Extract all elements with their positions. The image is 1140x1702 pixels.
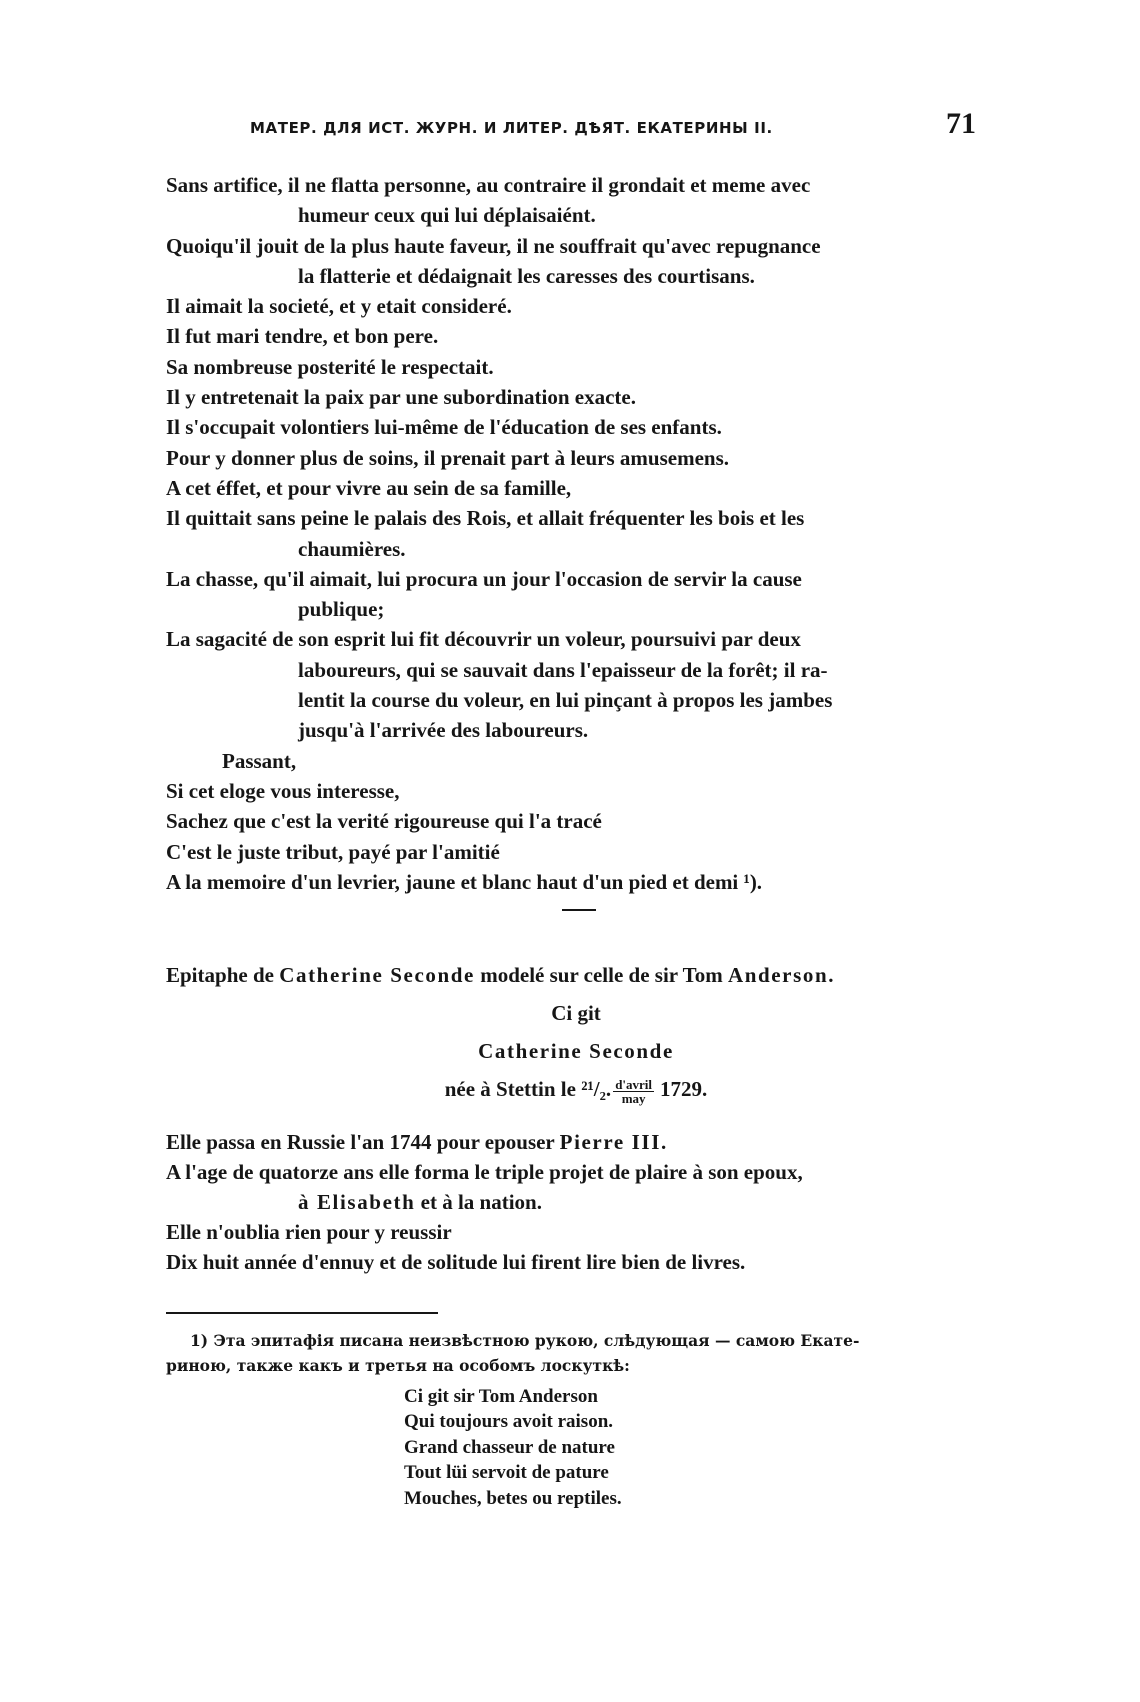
page-number: 71: [946, 107, 976, 140]
poem-line: Grand chasseur de nature: [404, 1436, 615, 1458]
text-line: Dix huit année d'ennuy et de solitude lui firent lire bien de livres.: [166, 1249, 746, 1274]
footnote-line: риною, также какъ и третья на особомъ лоскуткѣ:: [166, 1356, 630, 1375]
text-line: lentit la course du voleur, en lui pinçant à propos les jambes: [298, 688, 833, 713]
ci-git-line: Ci git: [551, 1001, 601, 1025]
running-title: МАТЕР. ДЛЯ ИСТ. ЖУРН. И ЛИТЕР. ДѢЯТ. ЕКАТЕРИНЫ II.: [250, 119, 773, 137]
text-line: Il aimait la societé, et y etait consideré.: [166, 294, 512, 319]
text-span: Elle passa en Russie l'an 1744 pour epouser: [166, 1129, 560, 1154]
footnote-divider: [166, 1312, 438, 1314]
text-line: Il quittait sans peine le palais des Rois, et allait fréquenter les bois et les: [166, 506, 805, 531]
month-top: d'avril: [615, 1076, 653, 1092]
text-line: Pour y donner plus de soins, il prenait part à leurs amusemens.: [166, 445, 729, 470]
text-line: A la memoire d'un levrier, jaune et blanc haut d'un pied et demi ¹).: [166, 869, 763, 894]
month-bottom: may: [621, 1090, 646, 1106]
footnote-poem: [404, 1384, 622, 1511]
text-line: La sagacité de son esprit lui fit découvrir un voleur, poursuivi par deux: [166, 627, 801, 652]
epitaph-heading: [166, 960, 986, 990]
birth-line: [166, 1074, 986, 1105]
text-line: A l'age de quatorze ans elle forma le triple projet de plaire à son epoux,: [166, 1159, 803, 1184]
text-line: chaumières.: [298, 536, 406, 561]
birth-year: 1729.: [660, 1077, 708, 1101]
text-line: [166, 1127, 986, 1157]
poem-line: Ci git sir Tom Anderson: [404, 1386, 598, 1407]
heading-text: modelé sur celle de sir Tom: [474, 963, 728, 987]
text-line: Il fut mari tendre, et bon pere.: [166, 324, 439, 349]
text-line: publique;: [298, 597, 385, 622]
name-span: à Elisabeth: [298, 1189, 416, 1214]
heading-text: Epitaphe de: [166, 963, 280, 987]
epitaph-name: Catherine Seconde: [478, 1039, 674, 1063]
poem-line: Qui toujours avoit raison.: [404, 1411, 614, 1433]
text-line: Il y entretenait la paix par une subordination exacte.: [166, 385, 636, 410]
text-line: laboureurs, qui se sauvait dans l'epaisseur de la forêt; il ra-: [298, 657, 828, 682]
text-line: Elle n'oublia rien pour y reussir: [166, 1219, 452, 1244]
text-line: A cet éffet, et pour vivre au sein de sa famille,: [166, 475, 572, 500]
text-line: humeur ceux qui lui déplaisaiént.: [298, 203, 596, 228]
footnote-line: 1) Эта эпитафія писана неизвѣстною рукою, слѣдующая — самою Екате-: [190, 1331, 860, 1350]
text-span: et à la nation.: [415, 1189, 542, 1214]
text-line: Quoiqu'il jouit de la plus haute faveur, il ne souffrait qu'avec repugnance: [166, 233, 821, 258]
main-text: [166, 170, 986, 911]
text-line: Il s'occupait volontiers lui-même de l'éducation de ses enfants.: [166, 415, 722, 440]
text-line: jusqu'à l'arrivée des laboureurs.: [298, 718, 589, 743]
poem-line: Mouches, betes ou reptiles.: [404, 1487, 622, 1509]
epitaph-section: [166, 960, 986, 1277]
text-line: Sans artifice, il ne flatta personne, au contraire il grondait et meme avec: [166, 173, 811, 197]
heading-name: Catherine Seconde: [279, 963, 475, 987]
heading-name: Anderson.: [727, 963, 836, 987]
page-header: [166, 107, 982, 147]
name-span: Pierre III.: [559, 1129, 668, 1154]
birth-month-fraction: [613, 1078, 654, 1105]
text-line: Sachez que c'est la verité rigoureuse qui l'a tracé: [166, 809, 602, 834]
poem-line: Tout lüi servoit de pature: [404, 1462, 609, 1484]
text-line: la flatterie et dédaignait les caresses des courtisans.: [298, 263, 755, 288]
text-line: Passant,: [222, 748, 297, 773]
footnote: [166, 1328, 990, 1378]
section-divider: [562, 909, 596, 911]
birth-day: ²¹/₂.: [581, 1077, 612, 1101]
text-line: La chasse, qu'il aimait, lui procura un jour l'occasion de servir la cause: [166, 566, 802, 591]
text-line: [166, 1187, 986, 1217]
text-line: C'est le juste tribut, payé par l'amitié: [166, 839, 500, 864]
birth-text: née à Stettin le: [444, 1077, 582, 1101]
text-line: Sa nombreuse posterité le respectait.: [166, 354, 494, 379]
text-line: Si cet eloge vous interesse,: [166, 778, 400, 803]
